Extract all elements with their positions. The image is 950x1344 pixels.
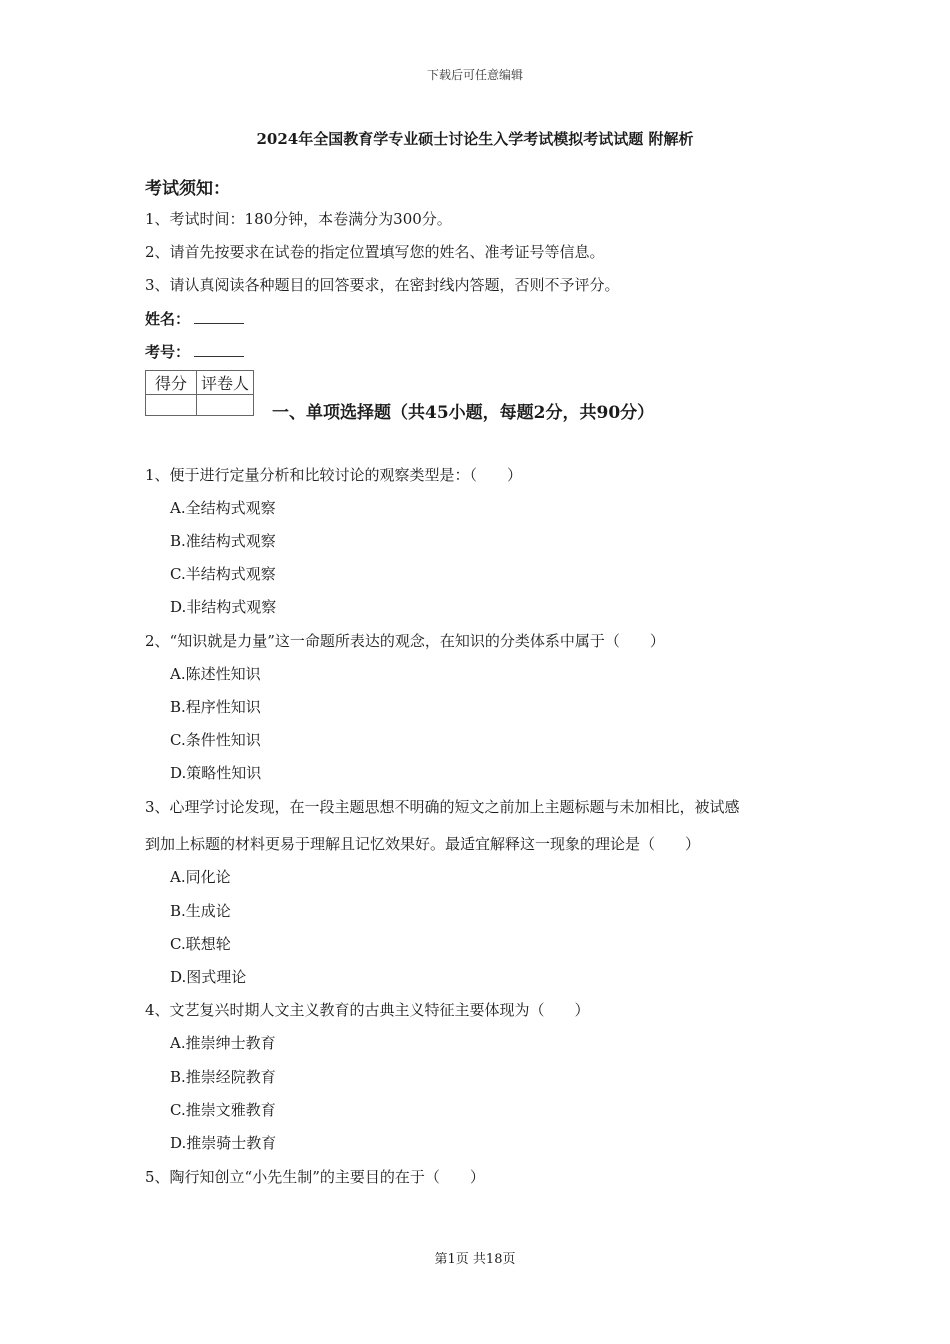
option: C.推崇文雅教育 [170, 1101, 276, 1119]
id-field [145, 341, 244, 362]
score-header: 得分 [146, 371, 197, 395]
option: B.生成论 [170, 902, 231, 920]
page-header: 下载后可任意编辑 [426, 68, 523, 82]
id-blank[interactable] [194, 342, 244, 357]
notice-item: 2、请首先按要求在试卷的指定位置填写您的姓名、准考证号等信息。 [145, 243, 605, 261]
option: A.陈述性知识 [170, 665, 261, 683]
option: D.图式理论 [170, 968, 247, 986]
option: A.推崇绅士教育 [170, 1034, 276, 1052]
option: C.条件性知识 [170, 731, 261, 749]
score-table [145, 370, 254, 416]
option: C.联想轮 [170, 935, 231, 953]
grader-header: 评卷人 [197, 371, 254, 395]
notice-heading: 考试须知： [145, 179, 230, 199]
notice-item: 3、请认真阅读各种题目的回答要求，在密封线内答题，否则不予评分。 [145, 276, 620, 294]
name-field [145, 308, 244, 329]
option: D.策略性知识 [170, 764, 262, 782]
question-stem: 2、“知识就是力量”这一命题所表达的观念，在知识的分类体系中属于（ ） [145, 632, 665, 650]
section-title: 一、单项选择题（共45小题，每题2分，共90分） [272, 403, 655, 423]
question-stem: 4、文艺复兴时期人文主义教育的古典主义特征主要体现为（ ） [145, 1001, 590, 1019]
id-label: 考号： [145, 343, 191, 361]
name-label: 姓名： [145, 310, 191, 328]
option: B.推崇经院教育 [170, 1068, 276, 1086]
option: B.准结构式观察 [170, 532, 276, 550]
option: C.半结构式观察 [170, 565, 276, 583]
name-blank[interactable] [194, 309, 244, 324]
option: A.全结构式观察 [170, 499, 276, 517]
notice-item: 1、考试时间：180分钟，本卷满分为300分。 [145, 210, 452, 228]
option: B.程序性知识 [170, 698, 261, 716]
score-cell [146, 395, 197, 416]
exam-title: 2024年全国教育学专业硕士讨论生入学考试模拟考试试题 附解析 [256, 130, 694, 148]
page-footer: 第1页 共18页 [434, 1252, 516, 1267]
option: D.非结构式观察 [170, 598, 277, 616]
grader-cell [197, 395, 254, 416]
option: A.同化论 [170, 868, 231, 886]
question-stem: 5、陶行知创立“小先生制”的主要目的在于（ ） [145, 1168, 485, 1186]
question-stem: 1、便于进行定量分析和比较讨论的观察类型是：（ ） [145, 466, 523, 484]
question-stem: 3、心理学讨论发现，在一段主题思想不明确的短文之前加上主题标题与未加相比，被试感 [145, 798, 740, 816]
option: D.推崇骑士教育 [170, 1134, 277, 1152]
question-stem-cont: 到加上标题的材料更易于理解且记忆效果好。最适宜解释这一现象的理论是（ ） [145, 835, 701, 853]
